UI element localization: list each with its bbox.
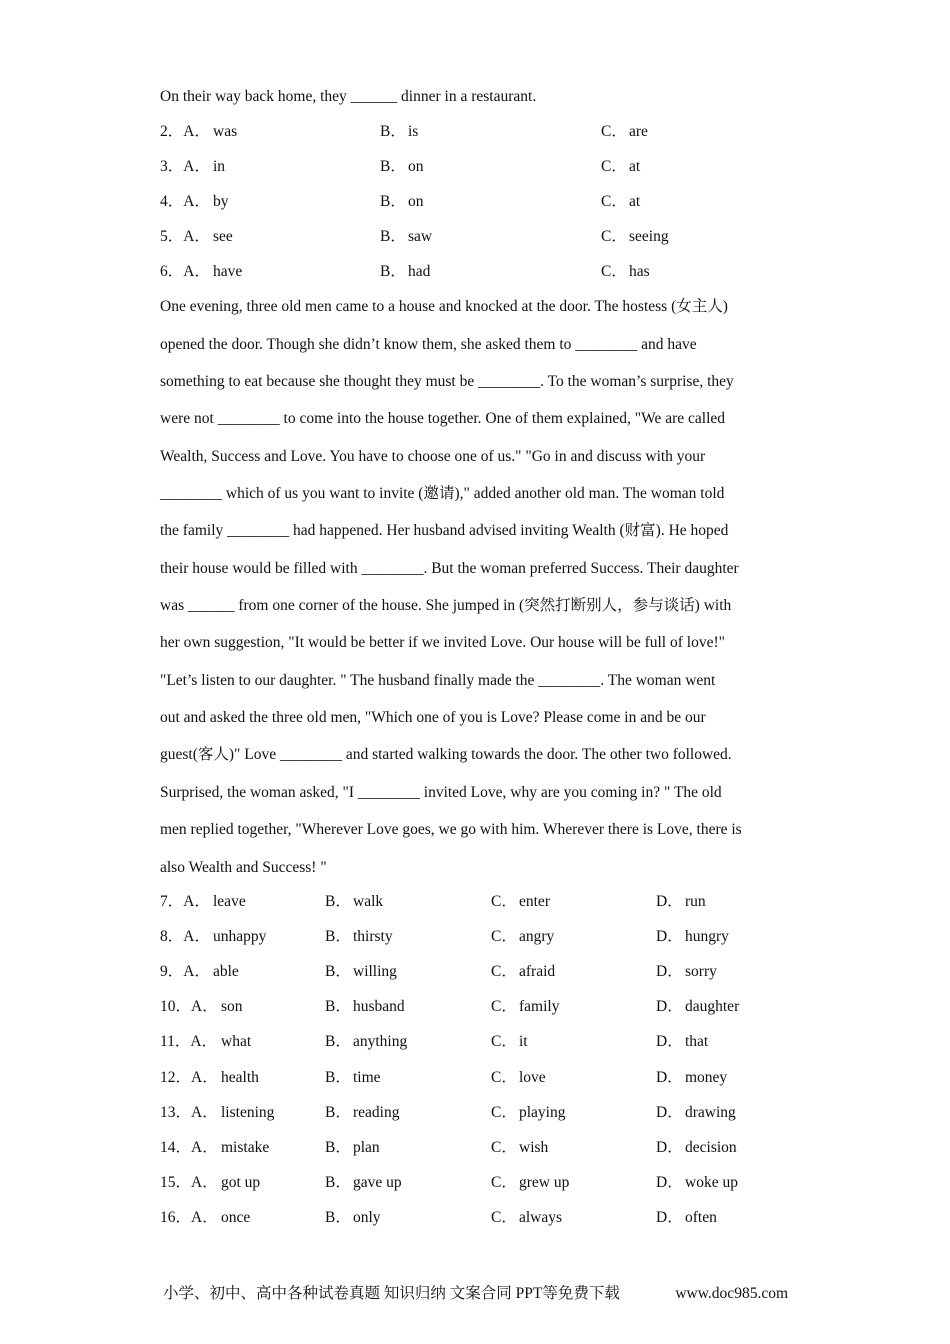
passage-line: something to eat because she thought they must be ________. To the woman’s surprise, they — [160, 373, 734, 390]
option-b-label: B． — [325, 1209, 351, 1226]
passage-line: her own suggestion, "It would be better if we invited Love. Our house will be full of love!" — [160, 634, 725, 651]
option-a: by — [213, 193, 229, 210]
option-c-label: C． — [491, 998, 517, 1015]
option-a: have — [213, 263, 243, 280]
passage-line: Surprised, the woman asked, "I ________ invited Love, why are you coming in? " The old — [160, 784, 722, 801]
option-d-label: D． — [656, 1174, 683, 1191]
footer-link[interactable]: www.doc985.com — [675, 1285, 788, 1302]
option-b-label: B． — [380, 263, 406, 280]
option-c: playing — [519, 1104, 566, 1121]
option-c: at — [629, 158, 641, 175]
question-row — [160, 1103, 792, 1123]
footer-text: 小学、初中、高中各种试卷真题 知识归纳 文案合同 PPT等免费下载 — [163, 1285, 620, 1302]
option-d: often — [685, 1209, 717, 1226]
option-c: family — [519, 998, 560, 1015]
passage-line: men replied together, "Wherever Love goes, we go with him. Wherever there is Love, there is — [160, 821, 742, 838]
option-b: is — [408, 123, 419, 140]
option-b: only — [353, 1209, 381, 1226]
question-row — [160, 1173, 792, 1193]
option-c-label: C． — [491, 1104, 517, 1121]
option-c: grew up — [519, 1174, 570, 1191]
question-number: 12．A． — [160, 1069, 218, 1086]
option-b-label: B． — [325, 1104, 351, 1121]
option-d: hungry — [685, 928, 729, 945]
option-d-label: D． — [656, 1069, 683, 1086]
option-b: gave up — [353, 1174, 402, 1191]
passage-line: also Wealth and Success! " — [160, 859, 327, 876]
intro-sentence: On their way back home, they ______ dinner in a restaurant. — [160, 88, 537, 105]
question-number: 5．A． — [160, 228, 210, 245]
option-b-label: B． — [380, 228, 406, 245]
question-number: 4．A． — [160, 193, 210, 210]
question-number: 2．A． — [160, 123, 210, 140]
question-number: 8．A． — [160, 928, 210, 945]
question-number: 7．A． — [160, 893, 210, 910]
question-row — [160, 1208, 792, 1228]
option-c: are — [629, 123, 648, 140]
option-d: money — [685, 1069, 728, 1086]
option-b: on — [408, 158, 424, 175]
option-c: it — [519, 1033, 528, 1050]
option-c-label: C． — [491, 893, 517, 910]
option-b: time — [353, 1069, 381, 1086]
option-a: once — [221, 1209, 251, 1226]
option-a: able — [213, 963, 239, 980]
question-row — [160, 1138, 792, 1158]
option-c: has — [629, 263, 650, 280]
question-row — [160, 997, 792, 1017]
option-d-label: D． — [656, 928, 683, 945]
question-row — [160, 227, 792, 247]
option-b-label: B． — [380, 193, 406, 210]
option-d-label: D． — [656, 1104, 683, 1121]
passage-line: One evening, three old men came to a house and knocked at the door. The hostess (女主人) — [160, 298, 728, 315]
question-row — [160, 1068, 792, 1088]
option-a: got up — [221, 1174, 261, 1191]
option-a: unhappy — [213, 928, 267, 945]
option-b: thirsty — [353, 928, 393, 945]
question-number: 6．A． — [160, 263, 210, 280]
option-c-label: C． — [491, 928, 517, 945]
option-b: willing — [353, 963, 397, 980]
passage-line: "Let’s listen to our daughter. " The husband finally made the ________. The woman went — [160, 672, 716, 689]
option-c-label: C． — [601, 228, 627, 245]
option-b: saw — [408, 228, 433, 245]
option-c-label: C． — [491, 1139, 517, 1156]
option-d: decision — [685, 1139, 737, 1156]
question-row — [160, 927, 792, 947]
option-a: see — [213, 228, 233, 245]
question-row — [160, 262, 792, 282]
question-row — [160, 892, 792, 912]
option-d-label: D． — [656, 998, 683, 1015]
option-b-label: B． — [325, 1174, 351, 1191]
option-a: listening — [221, 1104, 275, 1121]
option-b-label: B． — [325, 1033, 351, 1050]
option-d-label: D． — [656, 1209, 683, 1226]
option-c-label: C． — [491, 963, 517, 980]
passage-line: Wealth, Success and Love. You have to choose one of us." "Go in and discuss with your — [160, 448, 706, 465]
question-row — [160, 122, 792, 142]
option-b-label: B． — [325, 893, 351, 910]
passage-line: were not ________ to come into the house together. One of them explained, "We are called — [160, 410, 726, 427]
option-a: was — [213, 123, 238, 140]
option-b: walk — [353, 893, 384, 910]
option-b: reading — [353, 1104, 400, 1121]
option-c-label: C． — [491, 1033, 517, 1050]
option-b-label: B． — [325, 963, 351, 980]
option-c-label: C． — [491, 1209, 517, 1226]
option-c: enter — [519, 893, 550, 910]
option-d-label: D． — [656, 893, 683, 910]
option-d: that — [685, 1033, 709, 1050]
option-b: anything — [353, 1033, 408, 1050]
option-b-label: B． — [325, 998, 351, 1015]
option-a: in — [213, 158, 226, 175]
question-number: 11．A． — [160, 1033, 218, 1050]
option-c-label: C． — [601, 123, 627, 140]
passage-line: was ______ from one corner of the house. She jumped in (突然打断别人，参与谈话) with — [160, 597, 732, 614]
question-number: 16．A． — [160, 1209, 218, 1226]
option-b-label: B． — [380, 158, 406, 175]
option-c-label: C． — [491, 1174, 517, 1191]
question-number: 9．A． — [160, 963, 210, 980]
question-row — [160, 157, 792, 177]
option-b-label: B． — [325, 928, 351, 945]
option-a: leave — [213, 893, 246, 910]
question-number: 3．A． — [160, 158, 210, 175]
option-c: always — [519, 1209, 563, 1226]
option-d-label: D． — [656, 1139, 683, 1156]
option-c: angry — [519, 928, 555, 945]
passage-line: out and asked the three old men, "Which one of you is Love? Please come in and be our — [160, 709, 706, 726]
option-b: plan — [353, 1139, 380, 1156]
question-number: 14．A． — [160, 1139, 218, 1156]
passage-line: ________ which of us you want to invite (邀请)," added another old man. The woman told — [160, 485, 725, 502]
question-row — [160, 962, 792, 982]
option-c: wish — [519, 1139, 549, 1156]
option-b-label: B． — [325, 1139, 351, 1156]
option-d: run — [685, 893, 706, 910]
option-d: daughter — [685, 998, 740, 1015]
option-a: mistake — [221, 1139, 270, 1156]
passage-line: their house would be filled with ________. But the woman preferred Success. Their daughter — [160, 560, 739, 577]
option-c: seeing — [629, 228, 669, 245]
option-a: what — [221, 1033, 252, 1050]
option-c: afraid — [519, 963, 556, 980]
option-b: husband — [353, 998, 405, 1015]
question-row — [160, 192, 792, 212]
option-c-label: C． — [601, 158, 627, 175]
question-number: 13．A． — [160, 1104, 218, 1121]
option-b: on — [408, 193, 424, 210]
option-b-label: B． — [380, 123, 406, 140]
question-number: 15．A． — [160, 1174, 218, 1191]
option-c: love — [519, 1069, 546, 1086]
option-d: drawing — [685, 1104, 736, 1121]
option-d-label: D． — [656, 1033, 683, 1050]
option-c-label: C． — [491, 1069, 517, 1086]
passage-line: opened the door. Though she didn’t know them, she asked them to ________ and have — [160, 336, 697, 353]
option-d-label: D． — [656, 963, 683, 980]
option-b: had — [408, 263, 431, 280]
option-a: son — [221, 998, 243, 1015]
option-d: woke up — [685, 1174, 738, 1191]
option-c-label: C． — [601, 193, 627, 210]
question-number: 10．A． — [160, 998, 218, 1015]
option-c: at — [629, 193, 641, 210]
option-b-label: B． — [325, 1069, 351, 1086]
option-c-label: C． — [601, 263, 627, 280]
option-a: health — [221, 1069, 259, 1086]
passage-line: guest(客人)" Love ________ and started walking towards the door. The other two followed. — [160, 746, 732, 763]
question-row — [160, 1032, 792, 1052]
passage-line: the family ________ had happened. Her husband advised inviting Wealth (财富). He hoped — [160, 522, 729, 539]
option-d: sorry — [685, 963, 717, 980]
